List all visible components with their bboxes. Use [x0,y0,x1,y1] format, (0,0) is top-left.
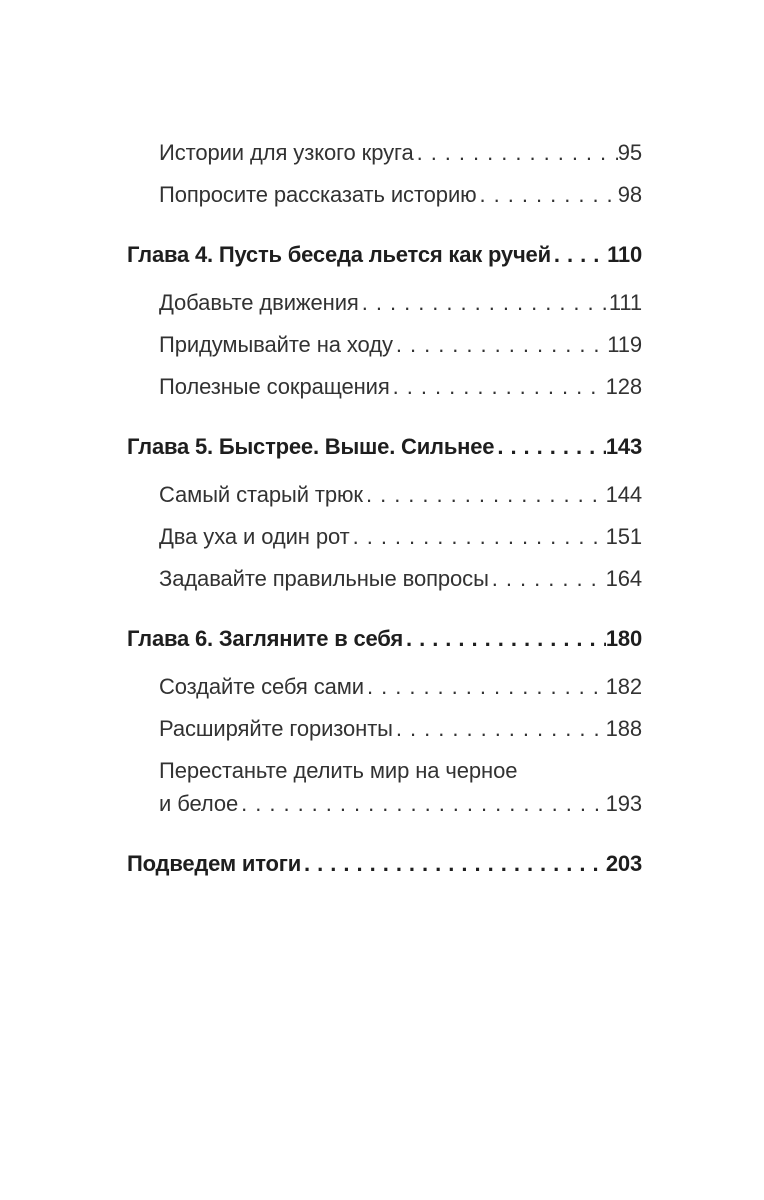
dot-leader [551,241,607,269]
toc-entry [127,523,642,551]
dot-leader [364,673,606,701]
toc-entry-title: Самый старый трюк [159,482,363,507]
toc-entry [127,181,642,209]
toc-entry-title: Перестаньте делить мир на черное [159,758,518,783]
dot-leader [489,565,606,593]
dot-leader [301,850,606,878]
toc-entry-line1 [127,757,642,785]
toc-summary-heading [127,850,642,878]
dot-leader [403,625,606,653]
toc-entry-page: 188 [605,716,642,741]
dot-leader [363,481,606,509]
toc-entry-title-continued: и белое [159,791,239,816]
toc-entry-page: 182 [605,674,642,699]
toc-entry-page: 98 [617,182,642,207]
toc-entry-page: 164 [605,566,642,591]
toc-entry-page: 144 [605,482,642,507]
toc-chapter-page: 143 [605,434,642,459]
toc-entry-title: Добавьте движения [159,290,359,315]
toc-entry [127,373,642,401]
toc-entry-title: Задавайте правильные вопросы [159,566,489,591]
toc-entry [127,331,642,359]
toc-entry-page: 151 [605,524,642,549]
toc-entry [127,715,642,743]
dot-leader [414,139,618,167]
toc-entry-title: Попросите рассказать историю [159,182,477,207]
toc-entry-page: 193 [605,791,642,816]
toc-entry-title: Истории для узкого круга [159,140,414,165]
toc-entry-line2 [127,790,642,818]
toc-chapter-page: 203 [605,851,642,876]
dot-leader [393,715,606,743]
toc-chapter-title: Глава 4. Пусть беседа льется как ручей [127,242,551,267]
toc-entry-title: Придумывайте на ходу [159,332,393,357]
toc-entry-page: 119 [607,332,642,357]
dot-leader [494,433,606,461]
dot-leader [477,181,618,209]
toc-chapter-title: Подведем итоги [127,851,302,876]
toc-chapter-heading [127,433,642,461]
toc-entry-title: Два уха и один рот [159,524,350,549]
toc-entry-title: Создайте себя сами [159,674,364,699]
toc-entry-page: 95 [617,140,642,165]
toc-entry-page: 111 [608,290,642,315]
dot-leader [350,523,606,551]
toc-chapter-page: 110 [607,242,642,267]
toc-entry [127,139,642,167]
toc-entry-title: Полезные сокращения [159,374,390,399]
toc-entry [127,673,642,701]
toc-entry [127,565,642,593]
toc-entry-page: 128 [605,374,642,399]
toc-chapter-page: 180 [605,626,642,651]
dot-leader [393,331,607,359]
table-of-contents [127,139,642,898]
toc-chapter-title: Глава 5. Быстрее. Выше. Сильнее [127,434,495,459]
toc-chapter-heading [127,625,642,653]
toc-entry [127,481,642,509]
dot-leader [390,373,606,401]
toc-entry [127,289,642,317]
dot-leader [238,790,605,818]
toc-entry-title: Расширяйте горизонты [159,716,393,741]
dot-leader [359,289,609,317]
toc-chapter-title: Глава 6. Загляните в себя [127,626,403,651]
toc-chapter-heading [127,241,642,269]
